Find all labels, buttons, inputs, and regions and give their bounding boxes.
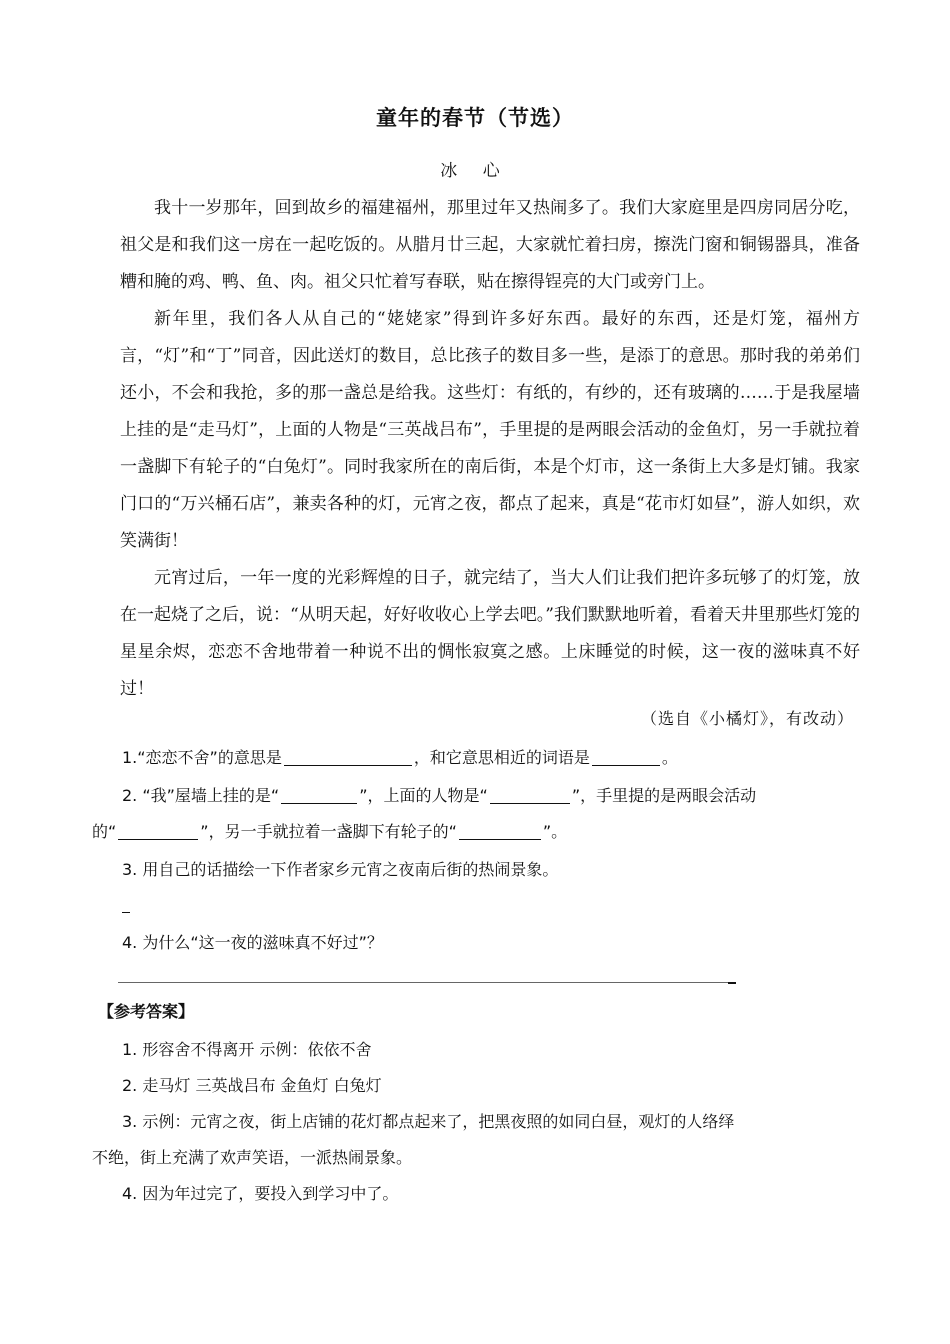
- answer-blank-2b[interactable]: [490, 785, 570, 804]
- answer-line-4-end: [728, 982, 736, 984]
- question-2-line-2: [92, 819, 567, 842]
- question-2-part-c: ”，手里提的是两眼会活动: [571, 786, 757, 805]
- answer-3-line-1: 3. 示例：元宵之夜，街上店铺的花灯都点起来了，把黑夜照的如同白昼，观灯的人络绎: [122, 1112, 735, 1131]
- answer-1: 1. 形容舍不得离开 示例：依依不舍: [122, 1040, 372, 1059]
- answer-line-4[interactable]: [118, 982, 734, 983]
- question-3: 3. 用自己的话描绘一下作者家乡元宵之夜南后街的热闹景象。: [122, 860, 559, 879]
- question-1-part-c: 。: [661, 748, 678, 767]
- answer-blank-1b[interactable]: [592, 747, 660, 766]
- paragraph-3: 元宵过后，一年一度的光彩辉煌的日子，就完结了，当大人们让我们把许多玩够了的灯笼，放在一起烧了之后，说：“从明天起，好好收收心上学去吧。”我们默默地听着，看着天井里那些灯笼的星星余烬，恋恋不舍地带着一种说不出的惆怅寂寞之感。上床睡觉的时候，这一夜的滋味真不好过！: [120, 568, 860, 699]
- passage: [120, 190, 860, 708]
- article-author: 冰 心: [440, 161, 510, 181]
- article-title: 童年的春节（节选）: [376, 106, 574, 130]
- answer-4: 4. 因为年过完了，要投入到学习中了。: [122, 1184, 399, 1203]
- question-1-part-b: ，和它意思相近的词语是: [413, 748, 590, 767]
- question-2-line-1: [122, 783, 756, 806]
- answer-3-line-2: 不绝，街上充满了欢声笑语，一派热闹景象。: [92, 1148, 413, 1167]
- answer-blank-1a[interactable]: [284, 747, 412, 766]
- paragraph-2: 新年里，我们各人从自己的“姥姥家”得到许多好东西。最好的东西，还是灯笼，福州方言，“灯”和“丁”同音，因此送灯的数目，总比孩子的数目多一些，是添丁的意思。那时我的弟弟们还小，不会和我抢，多的那一盏总是给我。这些灯：有纸的，有纱的，还有玻璃的……于是我屋墙上挂的是“走马灯”，上面的人物是“三英战吕布”，手里提的是两眼会活动的金鱼灯，另一手就拉着一盏脚下有轮子的“白兔灯”。同时我家所在的南后街，本是个灯市，这一条街上大多是灯铺。我家门口的“万兴桶石店”，兼卖各种的灯，元宵之夜，都点了起来，真是“花市灯如昼”，游人如织，欢笑满街！: [120, 309, 860, 551]
- question-2-part-a: 2. “我”屋墙上挂的是“: [122, 786, 280, 805]
- answer-blank-2d[interactable]: [459, 821, 541, 840]
- question-2-part-b: ”，上面的人物是“: [359, 786, 488, 805]
- question-4: 4. 为什么“这一夜的滋味真不好过”？: [122, 933, 383, 952]
- question-2-part-e: ”，另一手就拉着一盏脚下有轮子的“: [200, 822, 457, 841]
- source-citation: （选自《小橘灯》，有改动）: [640, 709, 854, 728]
- answer-2: 2. 走马灯 三英战吕布 金鱼灯 白兔灯: [122, 1076, 382, 1095]
- answer-line-3[interactable]: [122, 912, 130, 913]
- answer-key-heading: 【参考答案】: [98, 1002, 195, 1021]
- question-2-part-f: ”。: [542, 822, 568, 841]
- paragraph-1: 我十一岁那年，回到故乡的福建福州，那里过年又热闹多了。我们大家庭里是四房同居分吃，祖父是和我们这一房在一起吃饭的。从腊月廿三起，大家就忙着扫房，擦洗门窗和铜锡器具，准备糟和腌的鸡、鸭、鱼、肉。祖父只忙着写春联，贴在擦得锃亮的大门或旁门上。: [120, 198, 860, 292]
- question-2-part-d: 的“: [92, 822, 117, 841]
- question-1-part-a: 1.“恋恋不舍”的意思是: [122, 748, 282, 767]
- answer-blank-2c[interactable]: [118, 821, 198, 840]
- answer-blank-2a[interactable]: [281, 785, 357, 804]
- question-1: [122, 745, 678, 768]
